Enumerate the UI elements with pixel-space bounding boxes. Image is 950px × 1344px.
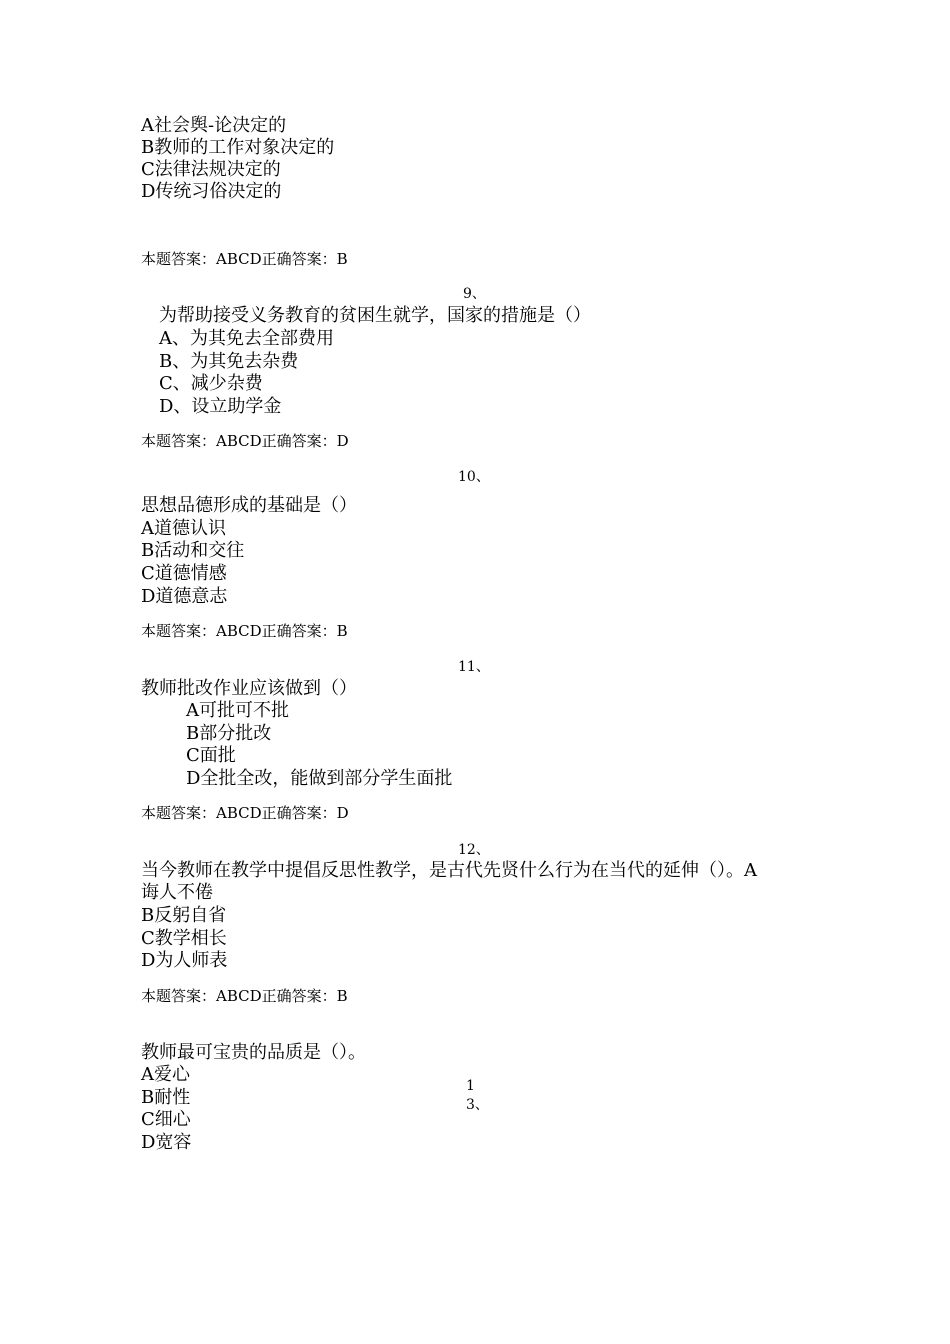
- q12-question: 当今教师在教学中提倡反思性教学，是古代先贤什么行为在当代的延伸（）。A: [141, 860, 757, 881]
- q11-answer: 本题答案：ABCD正确答案：D: [141, 804, 349, 822]
- q11-number: 11、: [458, 659, 490, 675]
- q8-option-c: C法律法规决定的: [141, 159, 281, 180]
- q10-answer: 本题答案：ABCD正确答案：B: [141, 622, 348, 640]
- q13-question: 教师最可宝贵的品质是（）。: [141, 1042, 366, 1063]
- q10-option-b: B活动和交往: [141, 540, 245, 561]
- q12-option-a-text: 诲人不倦: [141, 882, 213, 903]
- q9-answer: 本题答案：ABCD正确答案：D: [141, 432, 349, 450]
- q11-question: 教师批改作业应该做到（）: [141, 678, 357, 699]
- q11-option-c: C面批: [186, 745, 236, 766]
- q9-option-d: D、设立助学金: [159, 396, 282, 417]
- q11-option-a: A可批可不批: [186, 700, 289, 721]
- q8-option-a: A社会舆-论决定的: [141, 115, 287, 136]
- q12-number: 12、: [458, 842, 490, 858]
- q12-answer: 本题答案：ABCD正确答案：B: [141, 987, 348, 1005]
- q10-option-a: A道德认识: [141, 518, 226, 539]
- q13-number-line2: 3、: [466, 1097, 489, 1113]
- q13-option-a: A爱心: [141, 1064, 190, 1085]
- q12-option-b: B反躬自省: [141, 905, 227, 926]
- q10-option-d: D道德意志: [141, 586, 228, 607]
- q12-option-c: C教学相长: [141, 928, 227, 949]
- q11-option-d: D全批全改，能做到部分学生面批: [186, 768, 453, 789]
- q9-option-c: C、减少杂费: [159, 373, 263, 394]
- q8-option-b: B教师的工作对象决定的: [141, 137, 335, 158]
- q10-question: 思想品德形成的基础是（）: [141, 495, 357, 516]
- q13-number-line1: 1: [466, 1078, 475, 1094]
- q11-option-b: B部分批改: [186, 723, 272, 744]
- q8-option-d: D传统习俗决定的: [141, 181, 282, 202]
- q13-option-b: B耐性: [141, 1087, 191, 1108]
- q9-number: 9、: [463, 286, 486, 302]
- q10-number: 10、: [458, 469, 490, 485]
- q10-option-c: C道德情感: [141, 563, 227, 584]
- q13-option-c: C细心: [141, 1109, 191, 1130]
- q8-answer: 本题答案：ABCD正确答案：B: [141, 250, 348, 268]
- q9-option-b: B、为其免去杂费: [159, 351, 299, 372]
- q13-option-d: D宽容: [141, 1132, 192, 1153]
- q12-option-d: D为人师表: [141, 950, 228, 971]
- q9-question: 为帮助接受义务教育的贫困生就学，国家的措施是（）: [159, 305, 591, 326]
- q9-option-a: A、为其免去全部费用: [159, 328, 334, 349]
